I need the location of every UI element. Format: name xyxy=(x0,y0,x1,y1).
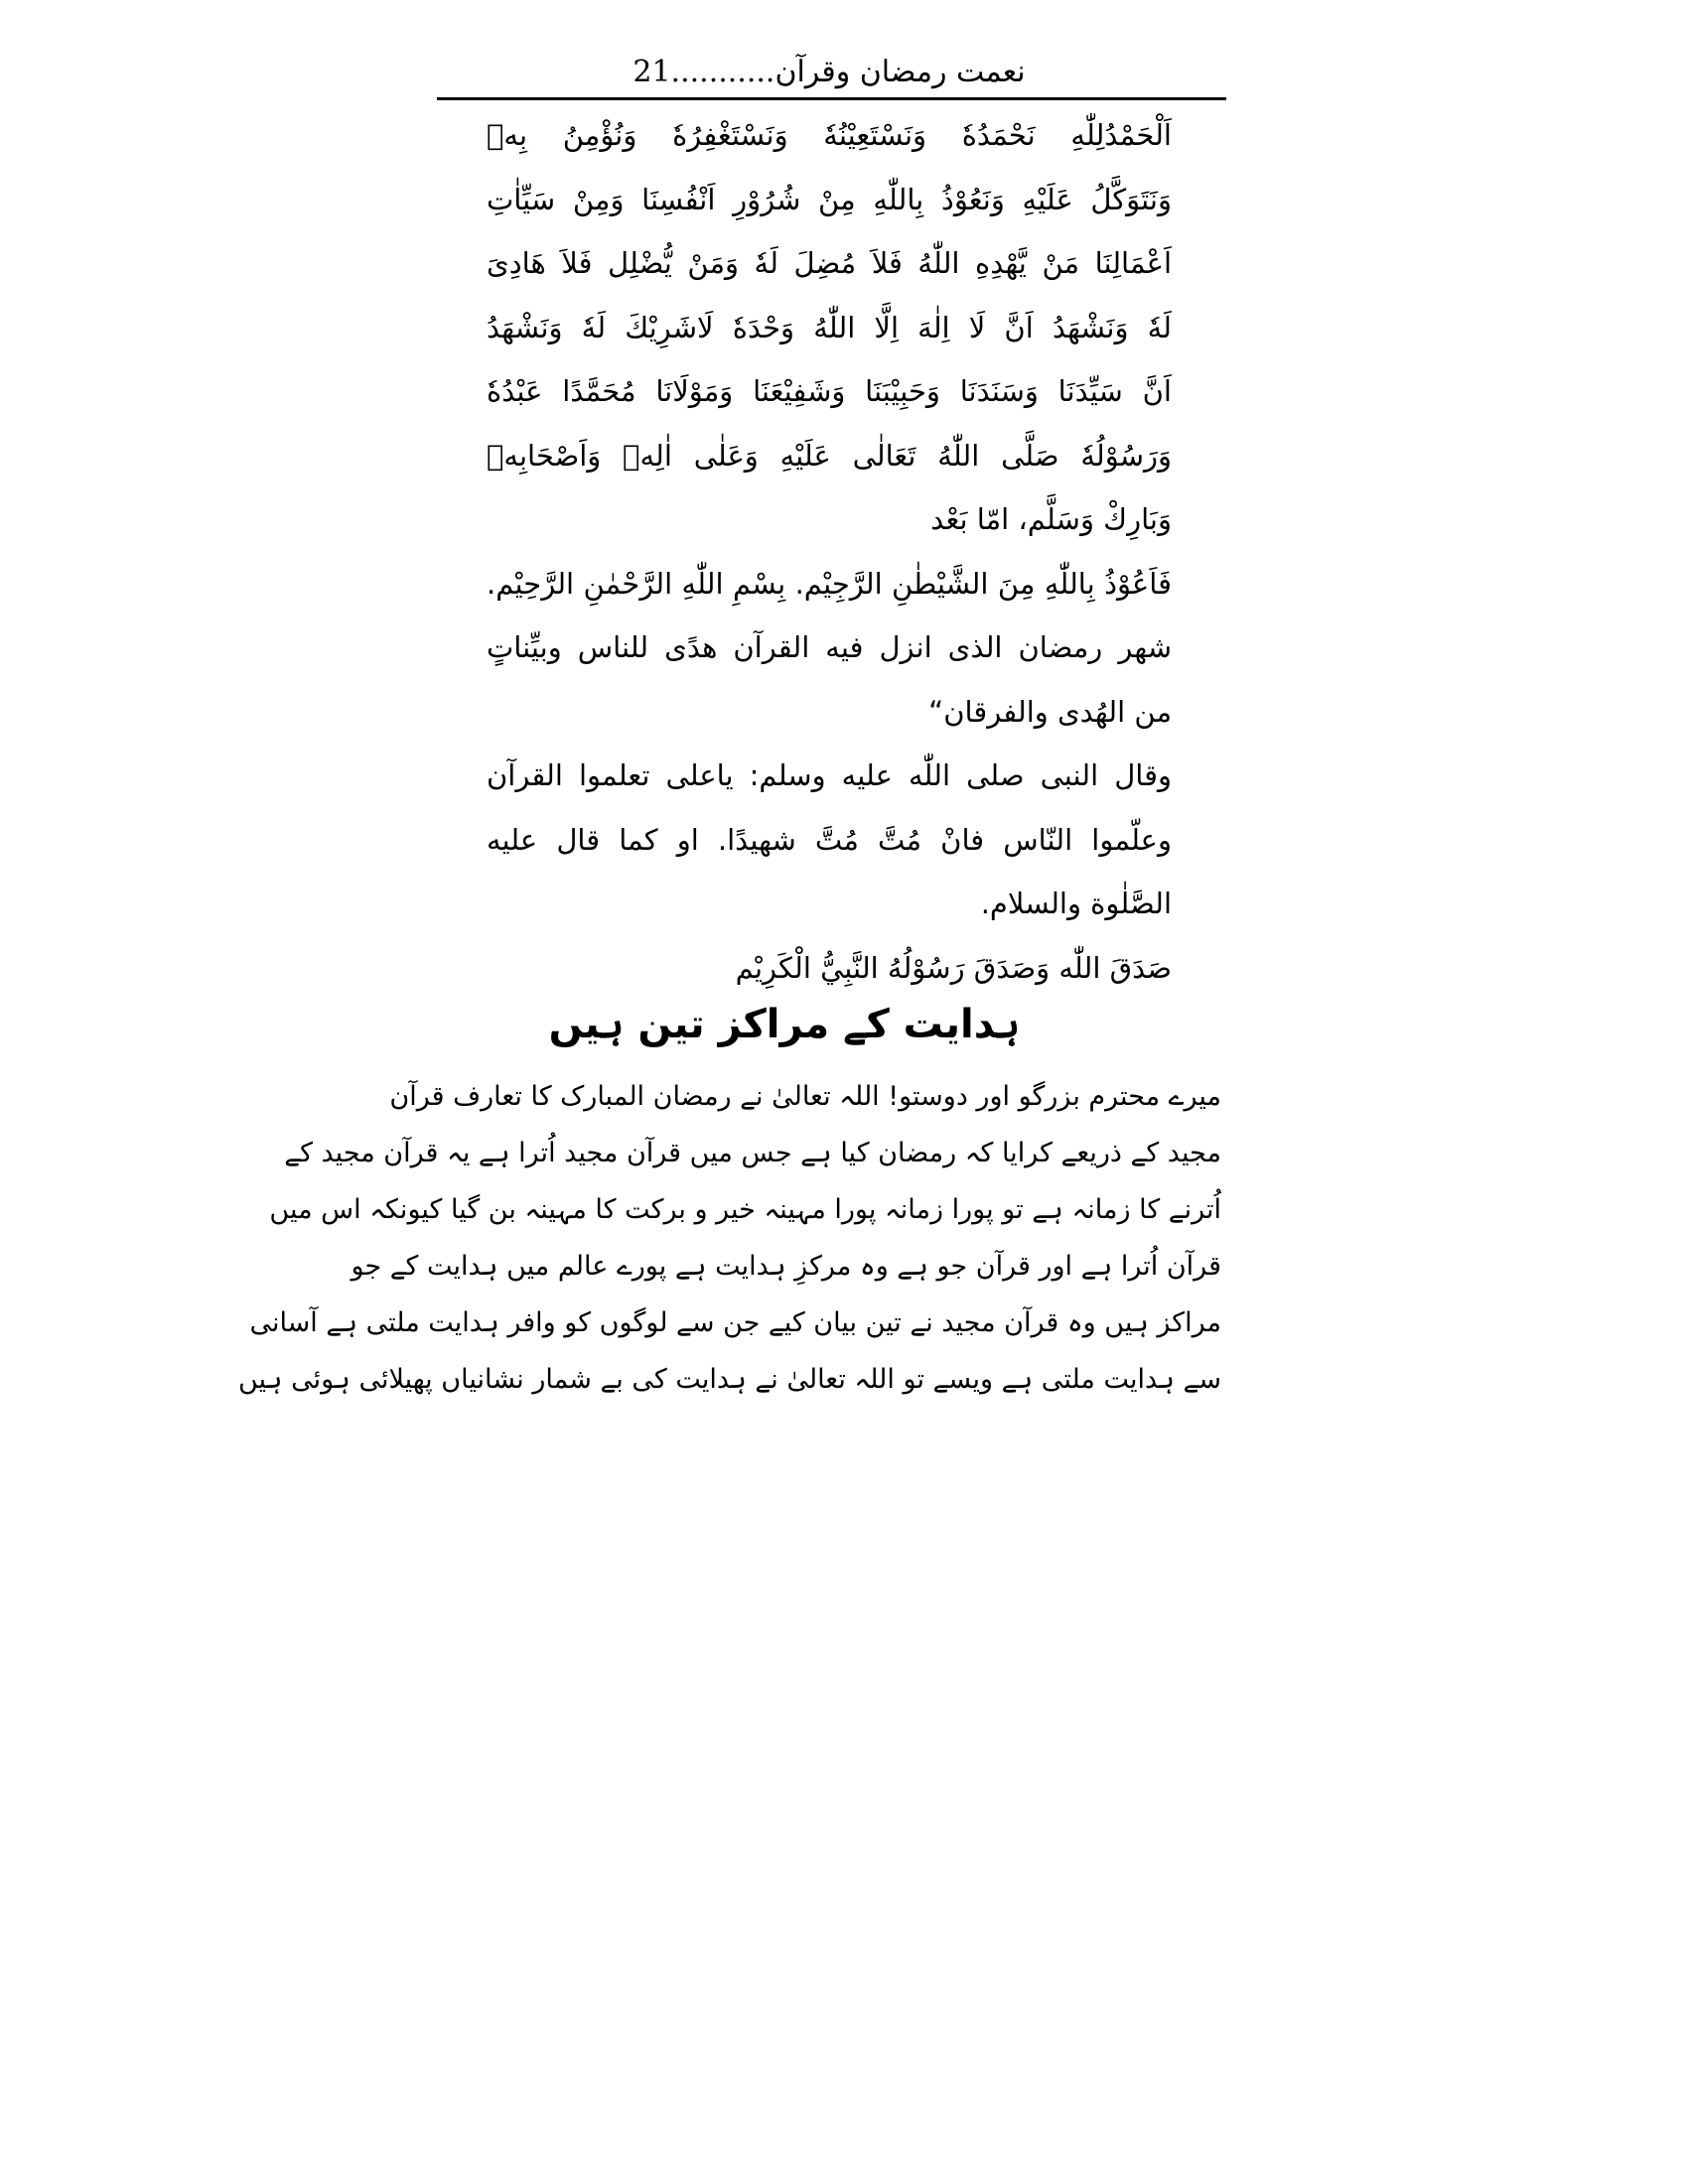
urdu-paragraph xyxy=(237,1068,1221,1408)
arabic-sermon-block xyxy=(487,103,1172,1000)
section-heading: ہدایت کے مراکز تین ہیں xyxy=(548,1002,1021,1047)
arabic-line: من الهُدى والفرقان“ xyxy=(928,694,1172,729)
arabic-line: وَرَسُوْلُهٗ صَلَّى اللّٰهُ تَعَالٰى عَلَيْهِ وَعَلٰى اٰلِهٖ وَاَصْحَابِهٖ xyxy=(487,438,1172,473)
urdu-line: اُترنے کا زمانہ ہے تو پورا زمانہ پورا مہینہ خیر و برکت کا مہینہ بن گیا کیونکہ اس میں xyxy=(269,1194,1221,1225)
arabic-line: اَلْحَمْدُلِلّٰهِ نَحْمَدُهٗ وَنَسْتَعِيْنُهٗ وَنَسْتَغْفِرُهٗ وَنُؤْمِنُ بِهٖ xyxy=(487,118,1172,152)
urdu-line: قرآن اُترا ہے اور قرآن جو ہے وہ مرکزِ ہدایت ہے پورے عالم میں ہدایت کے جو xyxy=(351,1251,1221,1282)
header-rule xyxy=(437,97,1226,100)
arabic-line: شهر رمضان الذى انزل فيه القرآن هدًى للناس وبيِّناتٍ xyxy=(487,630,1172,664)
arabic-line: لَهٗ وَنَشْهَدُ اَنَّ لَا اِلٰهَ اِلَّا اللّٰهُ وَحْدَهٗ لَاشَرِيْكَ لَهٗ وَنَشْهَدُ xyxy=(487,310,1172,344)
arabic-line: الصَّلٰوة والسلام. xyxy=(980,887,1172,920)
arabic-line: اَنَّ سَيِّدَنَا وَسَنَدَنَا وَحَبِيْبَنَا وَشَفِيْعَنَا وَمَوْلَانَا مُحَمَّدًا عَبْدُهٗ xyxy=(487,374,1172,408)
urdu-line: سے ہدایت ملتی ہے ویسے تو اللہ تعالیٰ نے ہدایت کی بے شمار نشانیاں پھیلائی ہوئی ہیں xyxy=(237,1364,1221,1395)
arabic-line: فَاَعُوْذُ بِاللّٰهِ مِنَ الشَّيْطٰنِ الرَّجِيْم. بِسْمِ اللّٰهِ الرَّحْمٰنِ الرَّحِيْم. xyxy=(487,566,1172,601)
urdu-line: مجید کے ذریعے کرایا کہ رمضان کیا ہے جس میں قرآن مجید اُترا ہے یہ قرآن مجید کے xyxy=(284,1138,1221,1168)
urdu-line: میرے محترم بزرگو اور دوستو! اللہ تعالیٰ نے رمضان المبارک کا تعارف قرآن xyxy=(389,1081,1221,1112)
arabic-line: صَدَقَ اللّٰه وَصَدَقَ رَسُوْلُهُ النَّبِيُّ الْكَرِيْم xyxy=(735,950,1172,985)
arabic-line: اَعْمَالِنَا مَنْ يَّهْدِهِ اللّٰهُ فَلاَ مُضِلَ لَهٗ وَمَنْ يُّضْلِل فَلاَ هَادِىَ xyxy=(487,246,1172,280)
arabic-line: وَنَتَوَكَّلُ عَلَيْهِ وَنَعُوْذُ بِاللّٰهِ مِنْ شُرُوْرِ اَنْفُسِنَا وَمِنْ سَيِّاٰتِ xyxy=(487,182,1172,216)
page-header: نعمت رمضان وقرآن...........21 xyxy=(633,55,1026,89)
arabic-line: وعلّموا النّاس فانْ مُتَّ مُتَّ شهيدًا. او كما قال عليه xyxy=(487,822,1172,857)
arabic-line: وَبَارِكْ وَسَلَّم، امّا بَعْد xyxy=(930,502,1172,536)
arabic-line: وقال النبى صلى اللّٰه عليه وسلم: ياعلى تعلموا القرآن xyxy=(487,758,1172,792)
urdu-line: مراکز ہیں وہ قرآن مجید نے تین بیان کیے جن سے لوگوں کو وافر ہدایت ملتی ہے آسانی xyxy=(249,1307,1221,1338)
